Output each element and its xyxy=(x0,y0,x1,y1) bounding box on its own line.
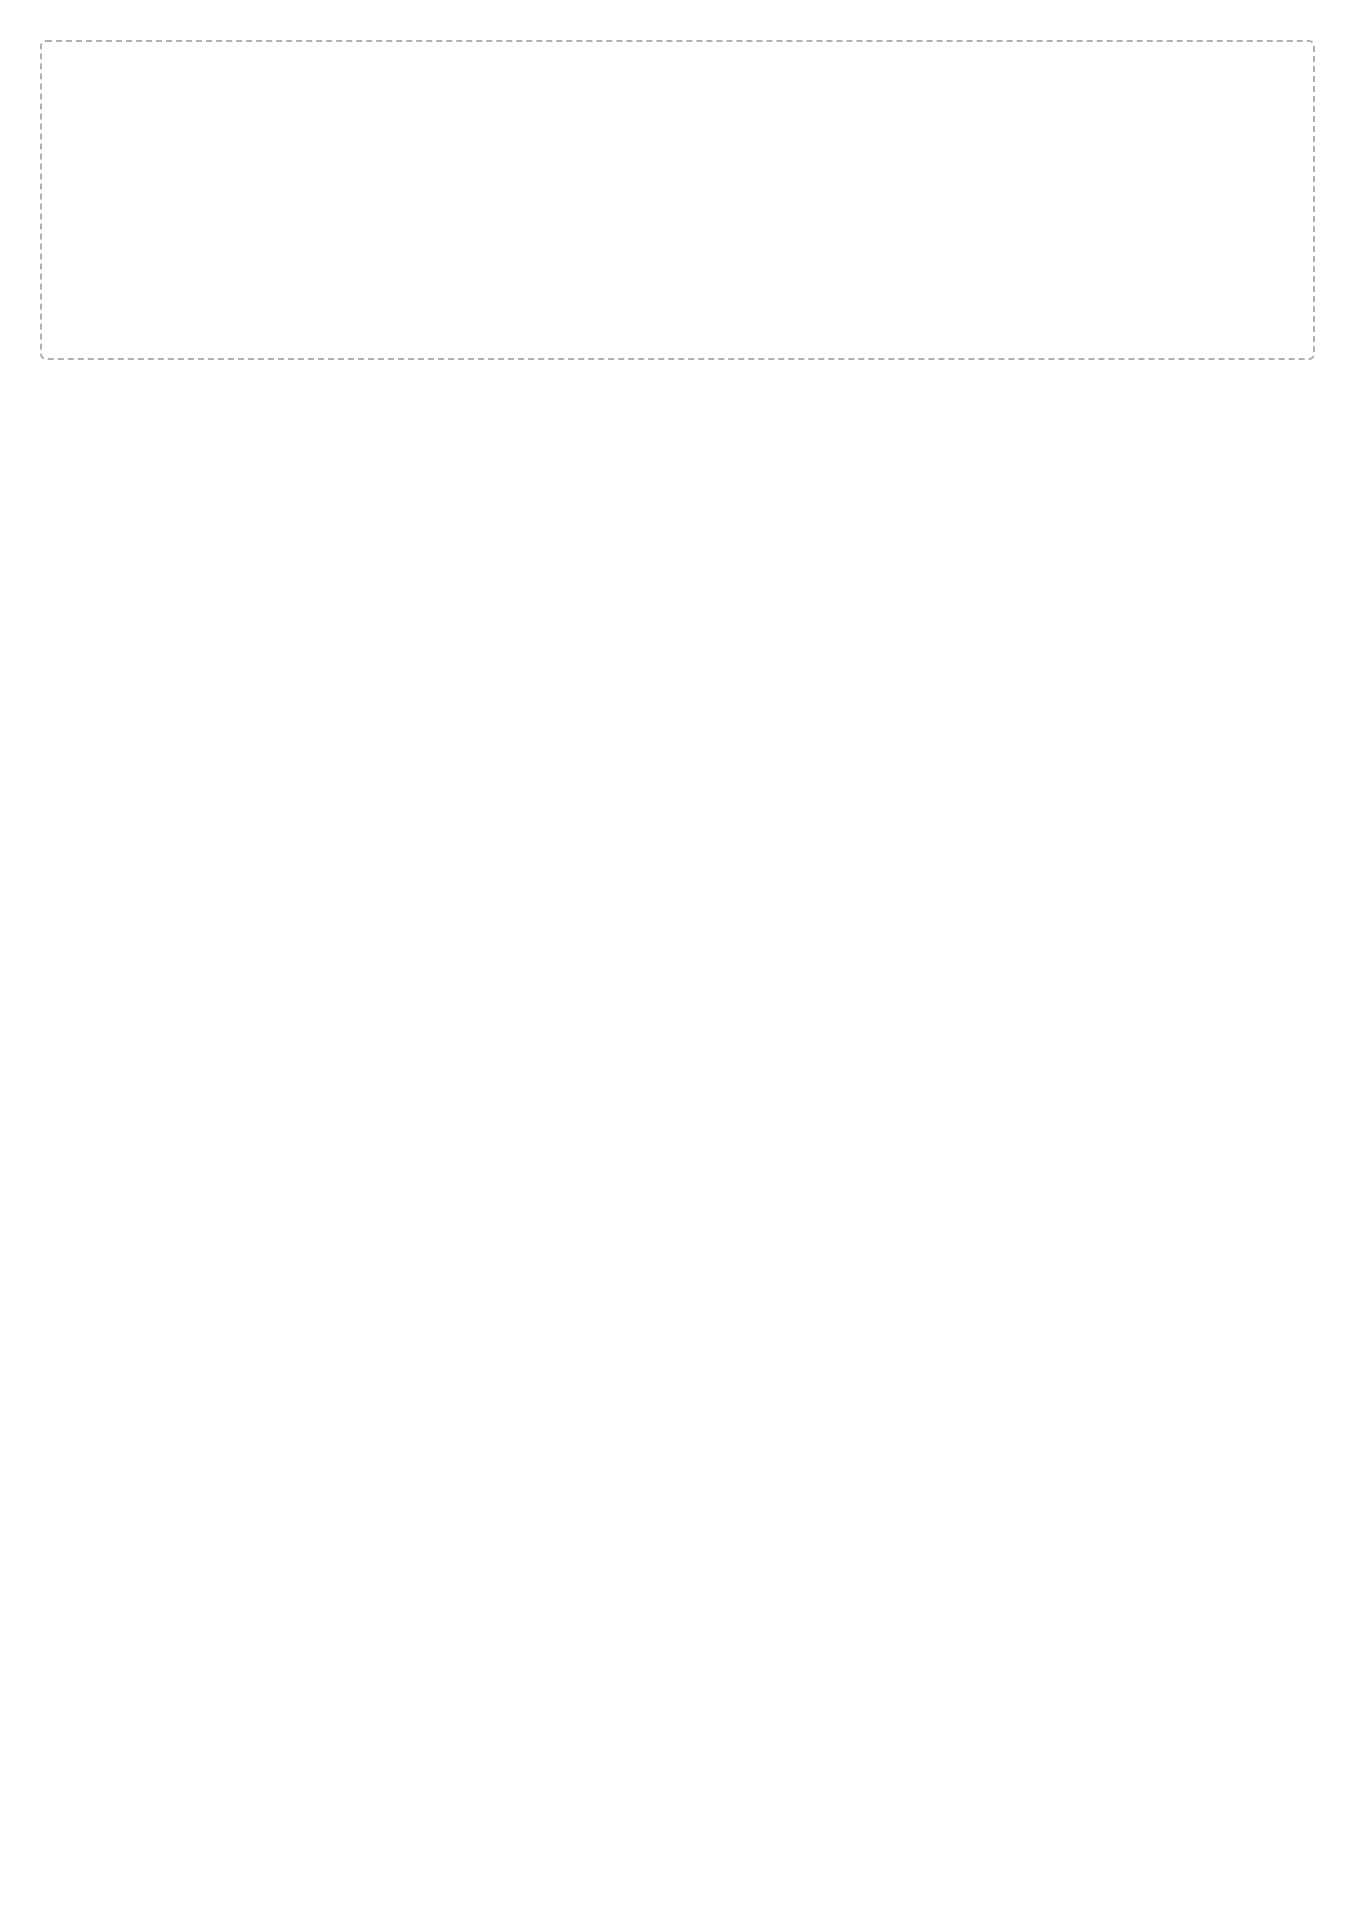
missing-screenshot-placeholder xyxy=(40,40,1315,360)
page-root xyxy=(0,0,1355,400)
